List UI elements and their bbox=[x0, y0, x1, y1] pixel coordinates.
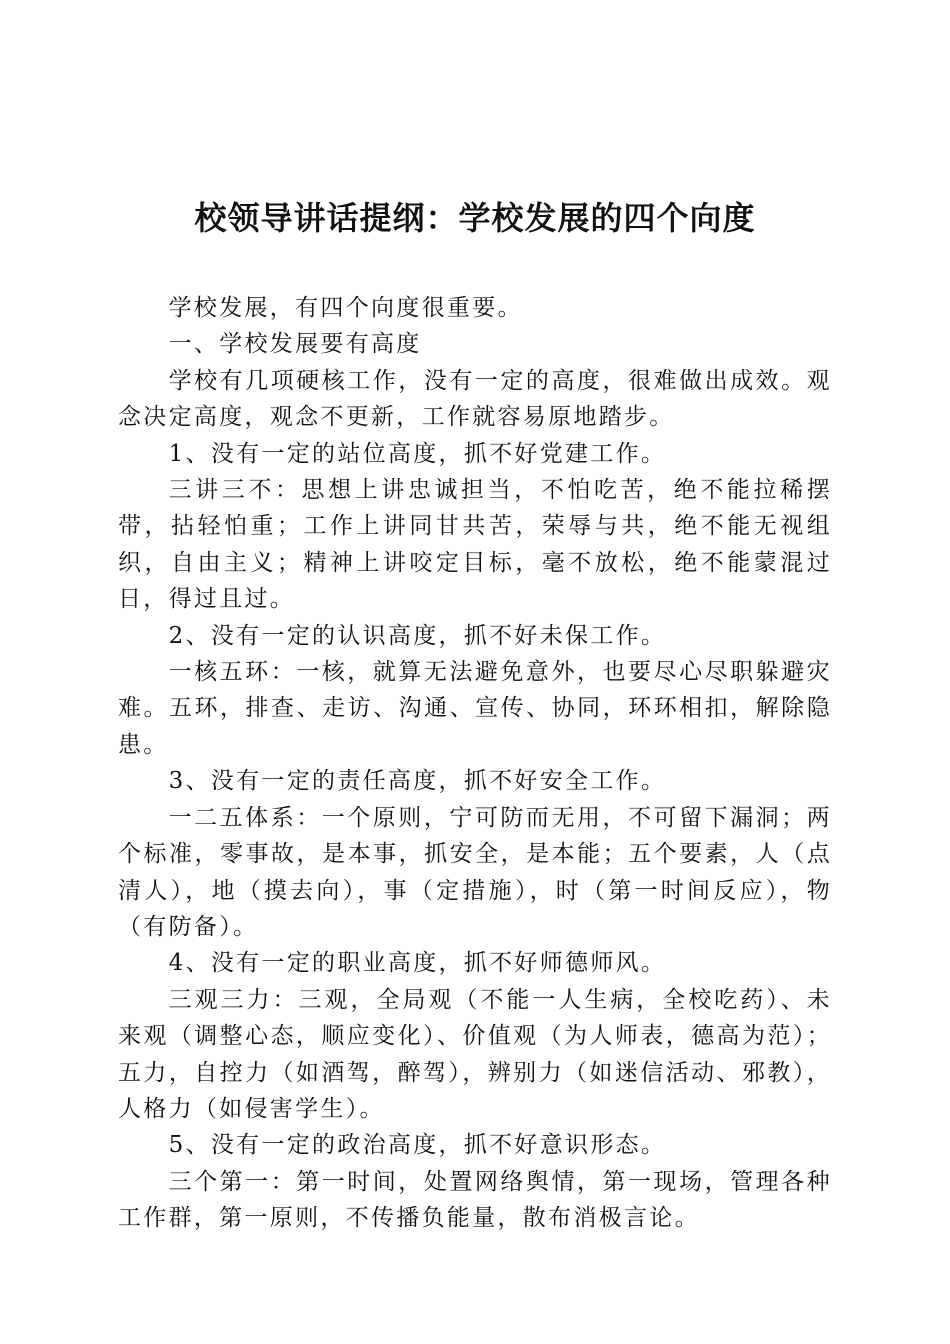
section-heading: 一、学校发展要有高度 bbox=[168, 331, 422, 358]
point-heading-3: 3、没有一定的责任高度，抓不好安全工作。 bbox=[168, 768, 667, 795]
paragraph: 三观三力：三观，全局观（不能一人生病，全校吃药）、未来观（调整心态，顺应变化）、价值观（为人师表，德高为范）；五力，自控力（如酒驾，醉驾），辨别力（如迷信活动、邪教），人格力（如侵害学生）。 bbox=[118, 986, 832, 1122]
point-heading-5: 5、没有一定的政治高度，抓不好意识形态。 bbox=[168, 1132, 667, 1159]
paragraph: 一核五环：一核，就算无法避免意外，也要尽心尽职躲避灾难。五环，排查、走访、沟通、宣传、协同，环环相扣，解除隐患。 bbox=[118, 659, 832, 758]
paragraph: 学校有几项硬核工作，没有一定的高度，很难做出成效。观念决定高度，观念不更新，工作就容易原地踏步。 bbox=[118, 367, 832, 431]
point-heading-1: 1、没有一定的站位高度，抓不好党建工作。 bbox=[168, 440, 667, 467]
paragraph: 三个第一：第一时间，处置网络舆情，第一现场，管理各种工作群，第一原则，不传播负能量，散布消极言论。 bbox=[118, 1168, 832, 1232]
paragraph: 一二五体系：一个原则，宁可防而无用，不可留下漏洞；两个标准，零事故，是本事，抓安全，是本能；五个要素，人（点清人），地（摸去向），事（定措施），时（第一时间反应），物（有防备）。 bbox=[118, 804, 832, 940]
paragraph: 三讲三不：思想上讲忠诚担当，不怕吃苦，绝不能拉稀摆带，拈轻怕重；工作上讲同甘共苦，荣辱与共，绝不能无视组织，自由主义；精神上讲咬定目标，毫不放松，绝不能蒙混过日，得过且过。 bbox=[118, 477, 832, 613]
point-heading-2: 2、没有一定的认识高度，抓不好未保工作。 bbox=[168, 622, 667, 649]
document-title: 校领导讲话提纲：学校发展的四个向度 bbox=[194, 199, 756, 237]
point-heading-4: 4、没有一定的职业高度，抓不好师德师风。 bbox=[168, 950, 667, 977]
paragraph-intro: 学校发展，有四个向度很重要。 bbox=[168, 295, 523, 321]
document-body bbox=[118, 290, 832, 1237]
